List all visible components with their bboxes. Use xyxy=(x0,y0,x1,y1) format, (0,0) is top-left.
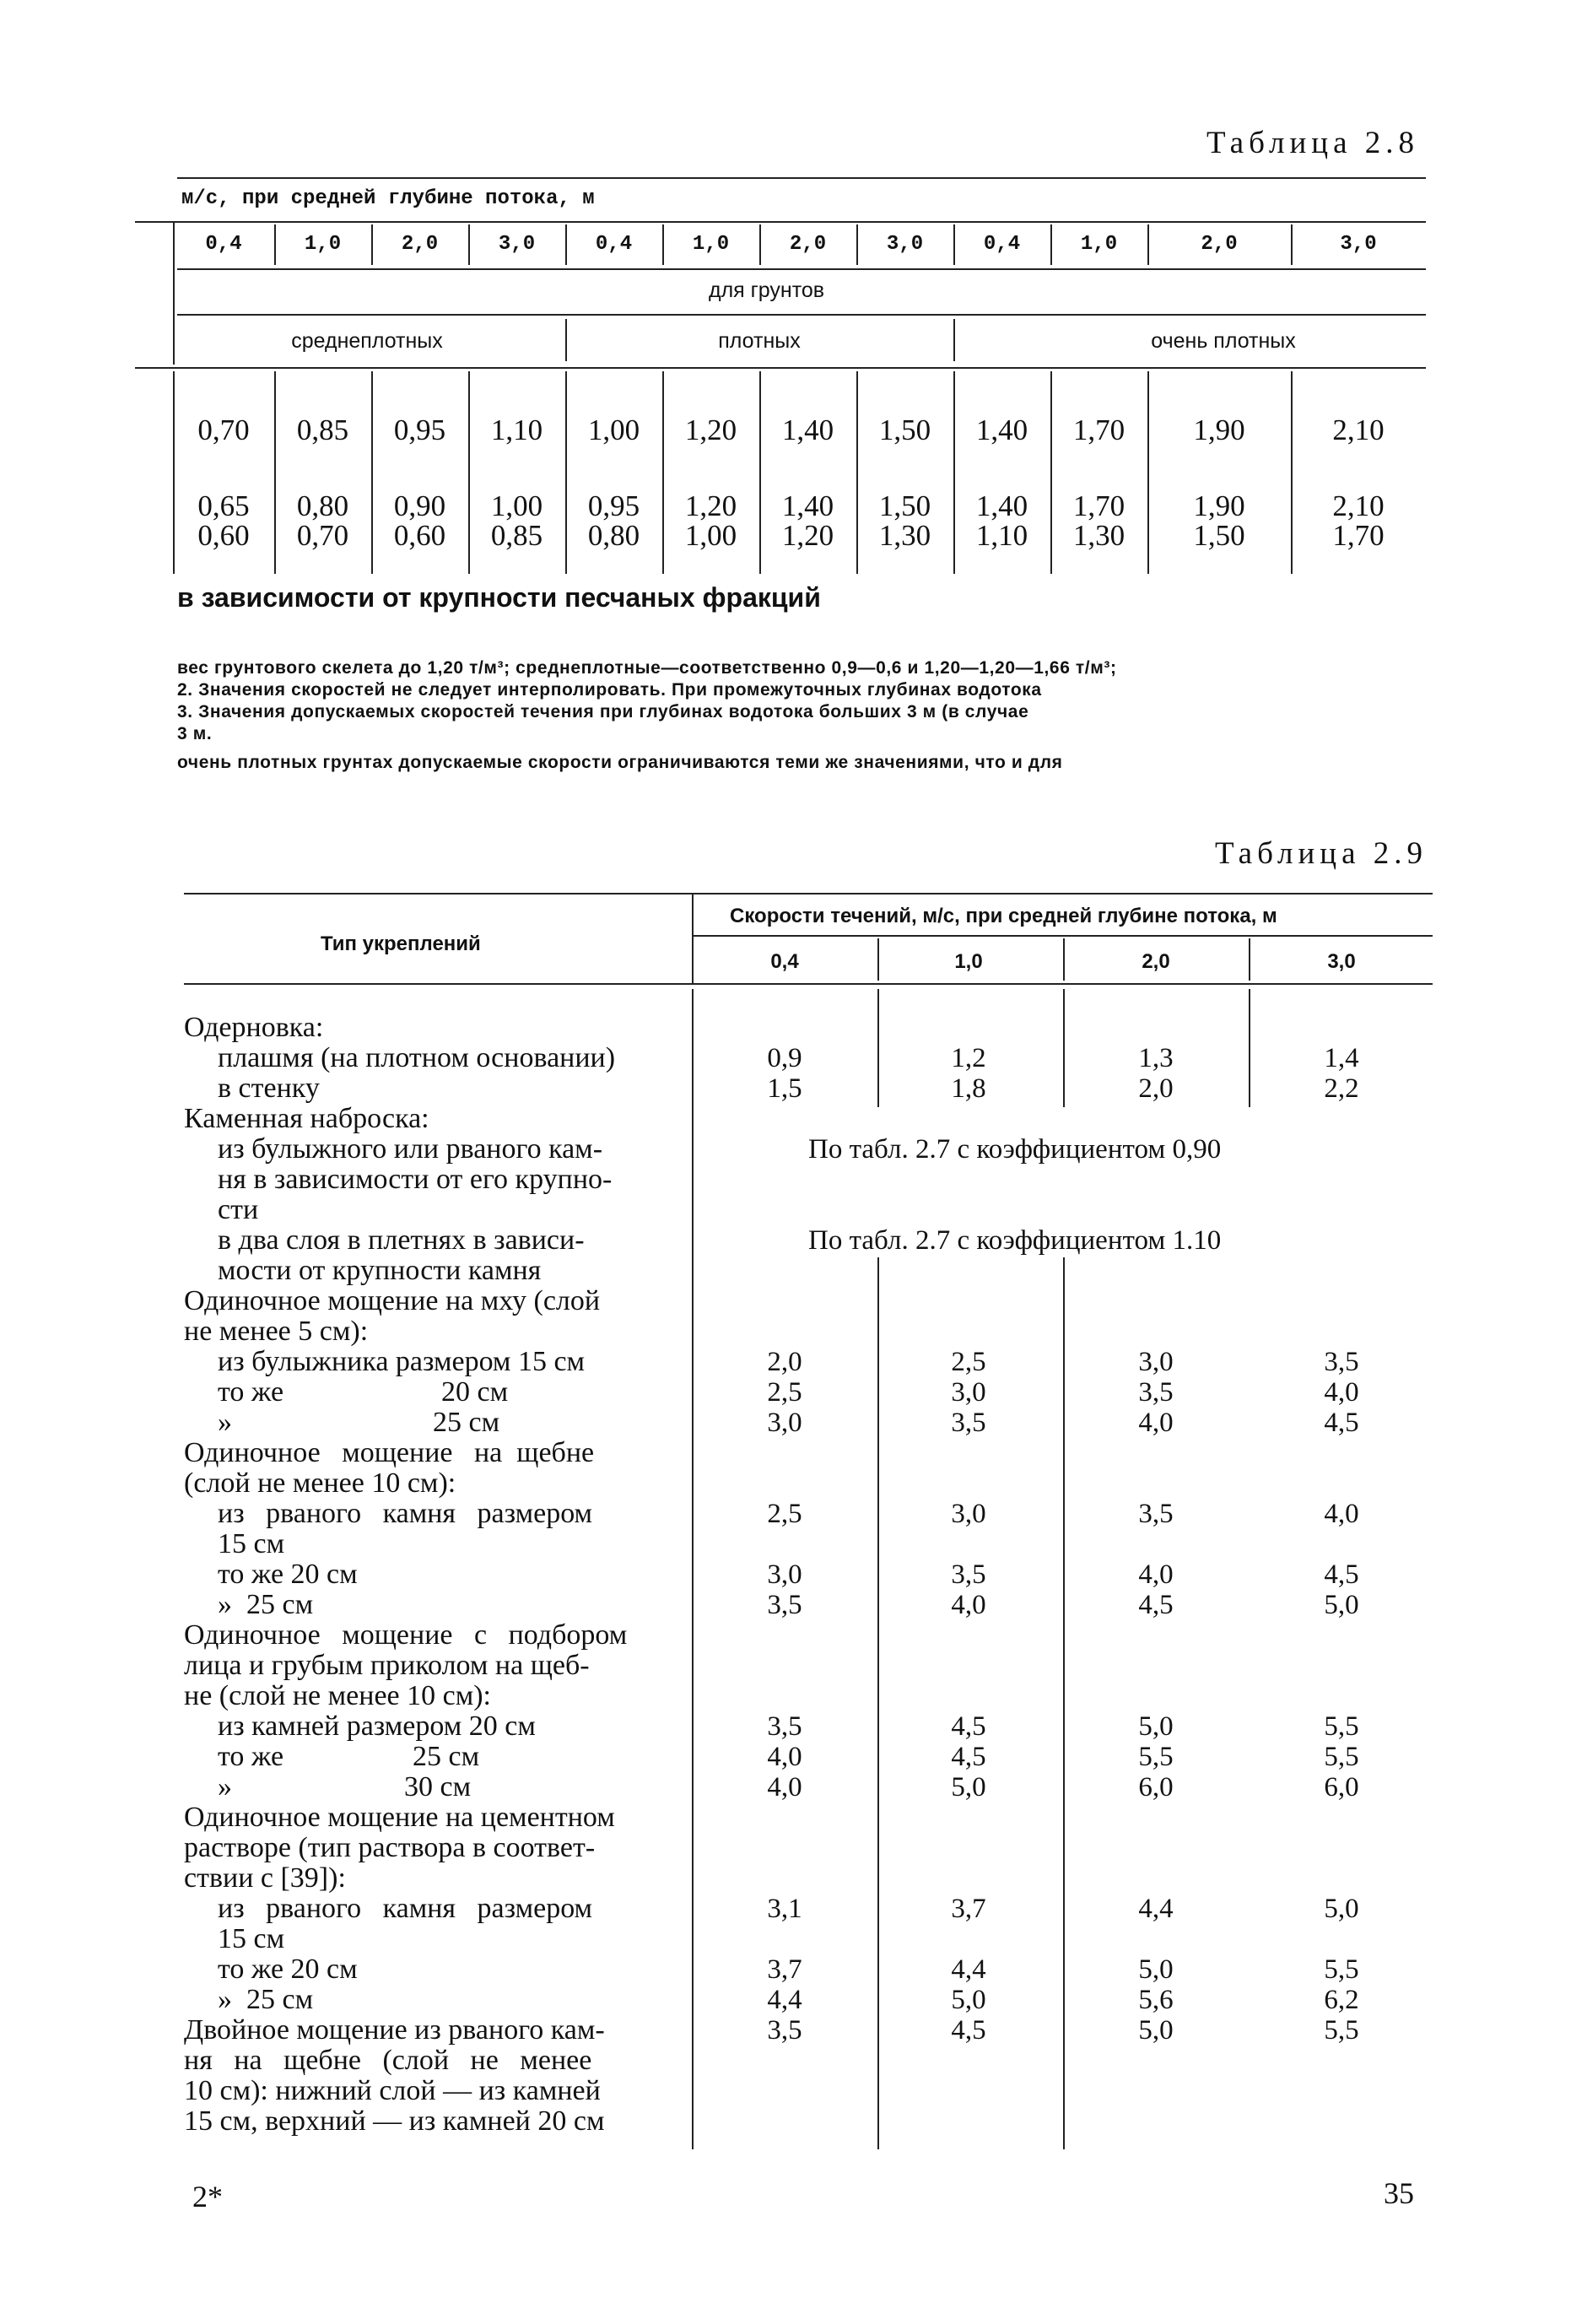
value-cell: 5,5 xyxy=(1324,1742,1359,1772)
row-label: ня в зависимости от его крупно- xyxy=(218,1164,613,1195)
value-cell: 1,00 xyxy=(490,489,543,522)
divider xyxy=(1291,371,1293,574)
value-cell: 5,6 xyxy=(1138,1985,1174,2015)
row-label: не менее 5 см): xyxy=(184,1316,369,1347)
value-cell: 5,0 xyxy=(1138,2015,1174,2046)
soil-dense: плотных xyxy=(718,329,801,353)
divider xyxy=(877,1257,879,2149)
value-cell: 5,0 xyxy=(1138,1711,1174,1742)
row-label: то же 20 см xyxy=(218,1954,358,1985)
value-cell: 1,8 xyxy=(951,1073,986,1104)
depth-header: 0,4 xyxy=(205,233,242,256)
value-cell: 5,5 xyxy=(1324,1954,1359,1985)
row-label: Одиночное мощение на цементном xyxy=(184,1802,615,1833)
span-note: По табл. 2.7 с коэффициентом 0,90 xyxy=(808,1134,1222,1165)
row-label: Одиночное мощение на щебне xyxy=(184,1437,595,1468)
value-cell: 4,0 xyxy=(1324,1377,1359,1408)
value-cell: 2,5 xyxy=(951,1347,986,1377)
value-cell: 3,0 xyxy=(1138,1347,1174,1377)
col-speed-header: Скорости течений, м/с, при средней глубине потока, м xyxy=(730,905,1277,927)
value-cell: 0,85 xyxy=(490,519,543,552)
divider xyxy=(1147,224,1149,265)
value-cell: 5,0 xyxy=(1138,1954,1174,1985)
divider xyxy=(953,224,955,265)
rule xyxy=(177,268,1426,270)
value-cell: 4,5 xyxy=(951,1742,986,1772)
value-cell: 1,70 xyxy=(1072,413,1125,446)
row-label: » 30 см xyxy=(218,1771,472,1802)
value-cell: 0,85 xyxy=(296,413,349,446)
value-cell: 1,20 xyxy=(684,489,737,522)
value-cell: 1,40 xyxy=(781,413,834,446)
value-cell: 1,4 xyxy=(1324,1043,1359,1073)
value-cell: 1,50 xyxy=(878,413,931,446)
value-cell: 0,95 xyxy=(393,413,446,446)
divider xyxy=(1147,371,1149,574)
divider xyxy=(692,894,694,983)
divider xyxy=(692,989,694,2149)
row-label: 10 см): нижний слой — из камней xyxy=(184,2075,601,2106)
value-cell: 0,60 xyxy=(393,519,446,552)
value-cell: 3,5 xyxy=(1324,1347,1359,1377)
value-cell: 4,5 xyxy=(1324,1559,1359,1590)
value-cell: 5,0 xyxy=(1324,1590,1359,1620)
rule xyxy=(184,983,1433,985)
soil-medium: среднеплотных xyxy=(291,329,443,353)
value-cell: 1,50 xyxy=(878,489,931,522)
value-cell: 0,80 xyxy=(587,519,640,552)
table-2-8-title: Таблица 2.8 xyxy=(1206,126,1419,160)
depth-header: 0,4 xyxy=(770,950,799,973)
value-cell: 4,0 xyxy=(1138,1408,1174,1438)
value-cell: 3,5 xyxy=(951,1559,986,1590)
row-label: то же 20 см xyxy=(218,1376,509,1408)
value-cell: 4,0 xyxy=(1324,1499,1359,1529)
soil-very-dense: очень плотных xyxy=(1151,329,1296,353)
value-cell: 2,0 xyxy=(1138,1073,1174,1104)
value-cell: 0,80 xyxy=(296,489,349,522)
rule xyxy=(184,893,1433,894)
depth-header: 3,0 xyxy=(1327,950,1356,973)
divider xyxy=(662,371,664,574)
divider xyxy=(662,224,664,265)
value-cell: 3,0 xyxy=(951,1377,986,1408)
row-label: ня на щебне (слой не менее xyxy=(184,2045,592,2076)
value-cell: 3,5 xyxy=(767,1711,802,1742)
value-cell: 6,2 xyxy=(1324,1985,1359,2015)
divider xyxy=(1291,224,1293,265)
value-cell: 4,4 xyxy=(767,1985,802,2015)
divider xyxy=(877,938,879,981)
value-cell: 3,0 xyxy=(951,1499,986,1529)
table-2-9-title: Таблица 2.9 xyxy=(1215,836,1428,871)
value-cell: 2,10 xyxy=(1332,489,1385,522)
value-cell: 1,20 xyxy=(781,519,834,552)
depth-header: 1,0 xyxy=(1080,233,1118,256)
row-label: плашмя (на плотном основании) xyxy=(218,1042,616,1073)
value-cell: 0,90 xyxy=(393,489,446,522)
divider xyxy=(565,224,567,265)
divider xyxy=(1063,1257,1065,2149)
value-cell: 4,0 xyxy=(767,1772,802,1802)
depth-header: 0,4 xyxy=(983,233,1021,256)
row-label: лица и грубым приколом на щеб- xyxy=(184,1650,590,1681)
value-cell: 5,0 xyxy=(951,1772,986,1802)
divider xyxy=(1249,989,1250,1107)
value-cell: 1,30 xyxy=(1072,519,1125,552)
depth-header: 3,0 xyxy=(498,233,536,256)
value-cell: 1,70 xyxy=(1072,489,1125,522)
value-cell: 1,90 xyxy=(1193,489,1245,522)
divider xyxy=(468,224,470,265)
row-label: 15 см xyxy=(218,1923,285,1954)
value-cell: 6,0 xyxy=(1324,1772,1359,1802)
value-cell: 0,60 xyxy=(197,519,250,552)
rule xyxy=(177,314,1426,316)
value-cell: 1,20 xyxy=(684,413,737,446)
value-cell: 3,5 xyxy=(767,2015,802,2046)
depth-header: 0,4 xyxy=(595,233,633,256)
value-cell: 5,5 xyxy=(1324,2015,1359,2046)
value-cell: 3,7 xyxy=(951,1894,986,1924)
row-label: » 25 см xyxy=(218,1589,314,1620)
value-cell: 2,0 xyxy=(767,1347,802,1377)
divider xyxy=(856,371,858,574)
row-label: » 25 см xyxy=(218,1407,500,1438)
row-label: Одерновка: xyxy=(184,1012,324,1043)
value-cell: 0,65 xyxy=(197,489,250,522)
row-label: то же 25 см xyxy=(218,1741,480,1772)
value-cell: 3,5 xyxy=(951,1408,986,1438)
value-cell: 1,5 xyxy=(767,1073,802,1104)
divider xyxy=(371,371,373,574)
divider xyxy=(565,319,567,361)
value-cell: 4,0 xyxy=(1138,1559,1174,1590)
value-cell: 1,2 xyxy=(951,1043,986,1073)
value-cell: 1,40 xyxy=(781,489,834,522)
value-cell: 1,10 xyxy=(490,413,543,446)
footnote: 2. Значения скоростей не следует интерполировать. При промежуточных глубинах водотока xyxy=(177,680,1042,700)
footnote: 3 м. xyxy=(177,724,213,743)
value-cell: 3,0 xyxy=(767,1559,802,1590)
rule xyxy=(177,177,1426,179)
depth-header: 1,0 xyxy=(954,950,983,973)
divider xyxy=(953,371,955,574)
value-cell: 3,5 xyxy=(1138,1377,1174,1408)
value-cell: 1,70 xyxy=(1332,519,1385,552)
divider xyxy=(1050,371,1052,574)
value-cell: 1,30 xyxy=(878,519,931,552)
row-label: (слой не менее 10 см): xyxy=(184,1467,456,1499)
value-cell: 4,5 xyxy=(951,1711,986,1742)
value-cell: 2,5 xyxy=(767,1499,802,1529)
depth-header: 3,0 xyxy=(1340,233,1377,256)
value-cell: 5,5 xyxy=(1138,1742,1174,1772)
divider xyxy=(1063,938,1065,981)
value-cell: 3,7 xyxy=(767,1954,802,1985)
row-label: 15 см xyxy=(218,1528,285,1559)
value-cell: 3,5 xyxy=(767,1590,802,1620)
value-cell: 3,1 xyxy=(767,1894,802,1924)
depth-header: 2,0 xyxy=(1142,950,1170,973)
divider xyxy=(274,224,276,265)
value-cell: 5,5 xyxy=(1324,1711,1359,1742)
page-number: 35 xyxy=(1384,2176,1414,2210)
divider xyxy=(1063,989,1065,1107)
row-label: » 25 см xyxy=(218,1984,314,2015)
value-cell: 4,5 xyxy=(951,2015,986,2046)
value-cell: 0,70 xyxy=(197,413,250,446)
divider xyxy=(565,371,567,574)
depth-header: 2,0 xyxy=(789,233,827,256)
depth-header: 3,0 xyxy=(886,233,924,256)
signature-mark: 2* xyxy=(192,2180,223,2213)
value-cell: 4,0 xyxy=(951,1590,986,1620)
row-label: 15 см, верхний — из камней 20 см xyxy=(184,2105,605,2137)
value-cell: 1,40 xyxy=(975,489,1028,522)
footnote: очень плотных грунтах допускаемые скорости ограничиваются теми же значениями, что и для xyxy=(177,753,1063,772)
row-label: Одиночное мощение на мху (слой xyxy=(184,1285,601,1316)
divider xyxy=(274,371,276,574)
row-label: Одиночное мощение с подбором xyxy=(184,1619,628,1651)
span-note: По табл. 2.7 с коэффициентом 1.10 xyxy=(808,1225,1222,1256)
divider xyxy=(953,319,955,361)
row-label: то же 20 см xyxy=(218,1559,358,1590)
divider xyxy=(1249,938,1250,981)
value-cell: 2,10 xyxy=(1332,413,1385,446)
row-label: из рваного камня размером xyxy=(218,1498,593,1529)
left-border xyxy=(173,221,175,365)
table-2-8-header: м/с, при средней глубине потока, м xyxy=(181,187,595,210)
row-label: ствии с [39]): xyxy=(184,1862,346,1894)
value-cell: 2,2 xyxy=(1324,1073,1359,1104)
row-label: сти xyxy=(218,1194,259,1225)
depth-header: 1,0 xyxy=(692,233,730,256)
col-type-header: Тип укреплений xyxy=(321,932,481,955)
value-cell: 4,5 xyxy=(1138,1590,1174,1620)
value-cell: 4,0 xyxy=(767,1742,802,1772)
value-cell: 0,70 xyxy=(296,519,349,552)
depth-header: 1,0 xyxy=(304,233,342,256)
value-cell: 1,3 xyxy=(1138,1043,1174,1073)
row-label: из булыжного или рваного кам- xyxy=(218,1133,603,1165)
value-cell: 3,5 xyxy=(1138,1499,1174,1529)
value-cell: 5,0 xyxy=(951,1985,986,2015)
rule xyxy=(694,935,1433,937)
value-cell: 1,50 xyxy=(1193,519,1245,552)
footnote: 3. Значения допускаемых скоростей течения при глубинах водотока больших 3 м (в случае xyxy=(177,702,1029,722)
row-label: в стенку xyxy=(218,1073,320,1104)
value-cell: 1,40 xyxy=(975,413,1028,446)
table-2-8-note: в зависимости от крупности песчаных фракций xyxy=(177,582,821,613)
value-cell: 6,0 xyxy=(1138,1772,1174,1802)
divider xyxy=(759,371,761,574)
rule xyxy=(135,367,1426,369)
row-label: из булыжника размером 15 см xyxy=(218,1346,586,1377)
value-cell: 4,4 xyxy=(1138,1894,1174,1924)
rule xyxy=(135,221,1426,223)
divider xyxy=(371,224,373,265)
divider xyxy=(759,224,761,265)
divider xyxy=(1050,224,1052,265)
divider xyxy=(856,224,858,265)
row-label: из камней размером 20 см xyxy=(218,1711,536,1742)
row-label: из рваного камня размером xyxy=(218,1893,593,1924)
value-cell: 3,0 xyxy=(767,1408,802,1438)
divider xyxy=(877,989,879,1107)
row-label: не (слой не менее 10 см): xyxy=(184,1680,492,1711)
value-cell: 2,5 xyxy=(767,1377,802,1408)
depth-header: 2,0 xyxy=(401,233,439,256)
value-cell: 4,5 xyxy=(1324,1408,1359,1438)
row-label: Каменная наброска: xyxy=(184,1103,429,1134)
value-cell: 0,95 xyxy=(587,489,640,522)
depth-header: 2,0 xyxy=(1201,233,1238,256)
row-label: растворе (тип раствора в соответ- xyxy=(184,1832,596,1863)
divider xyxy=(468,371,470,574)
value-cell: 1,10 xyxy=(975,519,1028,552)
divider xyxy=(173,371,175,574)
value-cell: 4,4 xyxy=(951,1954,986,1985)
value-cell: 1,00 xyxy=(684,519,737,552)
footnote: вес грунтового скелета до 1,20 т/м³; среднеплотные—соответственно 0,9—0,6 и 1,20—1,20—1,66 т/м³; xyxy=(177,658,1117,678)
value-cell: 1,00 xyxy=(587,413,640,446)
value-cell: 0,9 xyxy=(767,1043,802,1073)
value-cell: 1,90 xyxy=(1193,413,1245,446)
value-cell: 5,0 xyxy=(1324,1894,1359,1924)
row-label: Двойное мощение из рваного кам- xyxy=(184,2014,605,2046)
row-label: мости от крупности камня xyxy=(218,1255,542,1286)
soils-caption: для грунтов xyxy=(709,278,825,302)
row-label: в два слоя в плетнях в зависи- xyxy=(218,1224,585,1256)
